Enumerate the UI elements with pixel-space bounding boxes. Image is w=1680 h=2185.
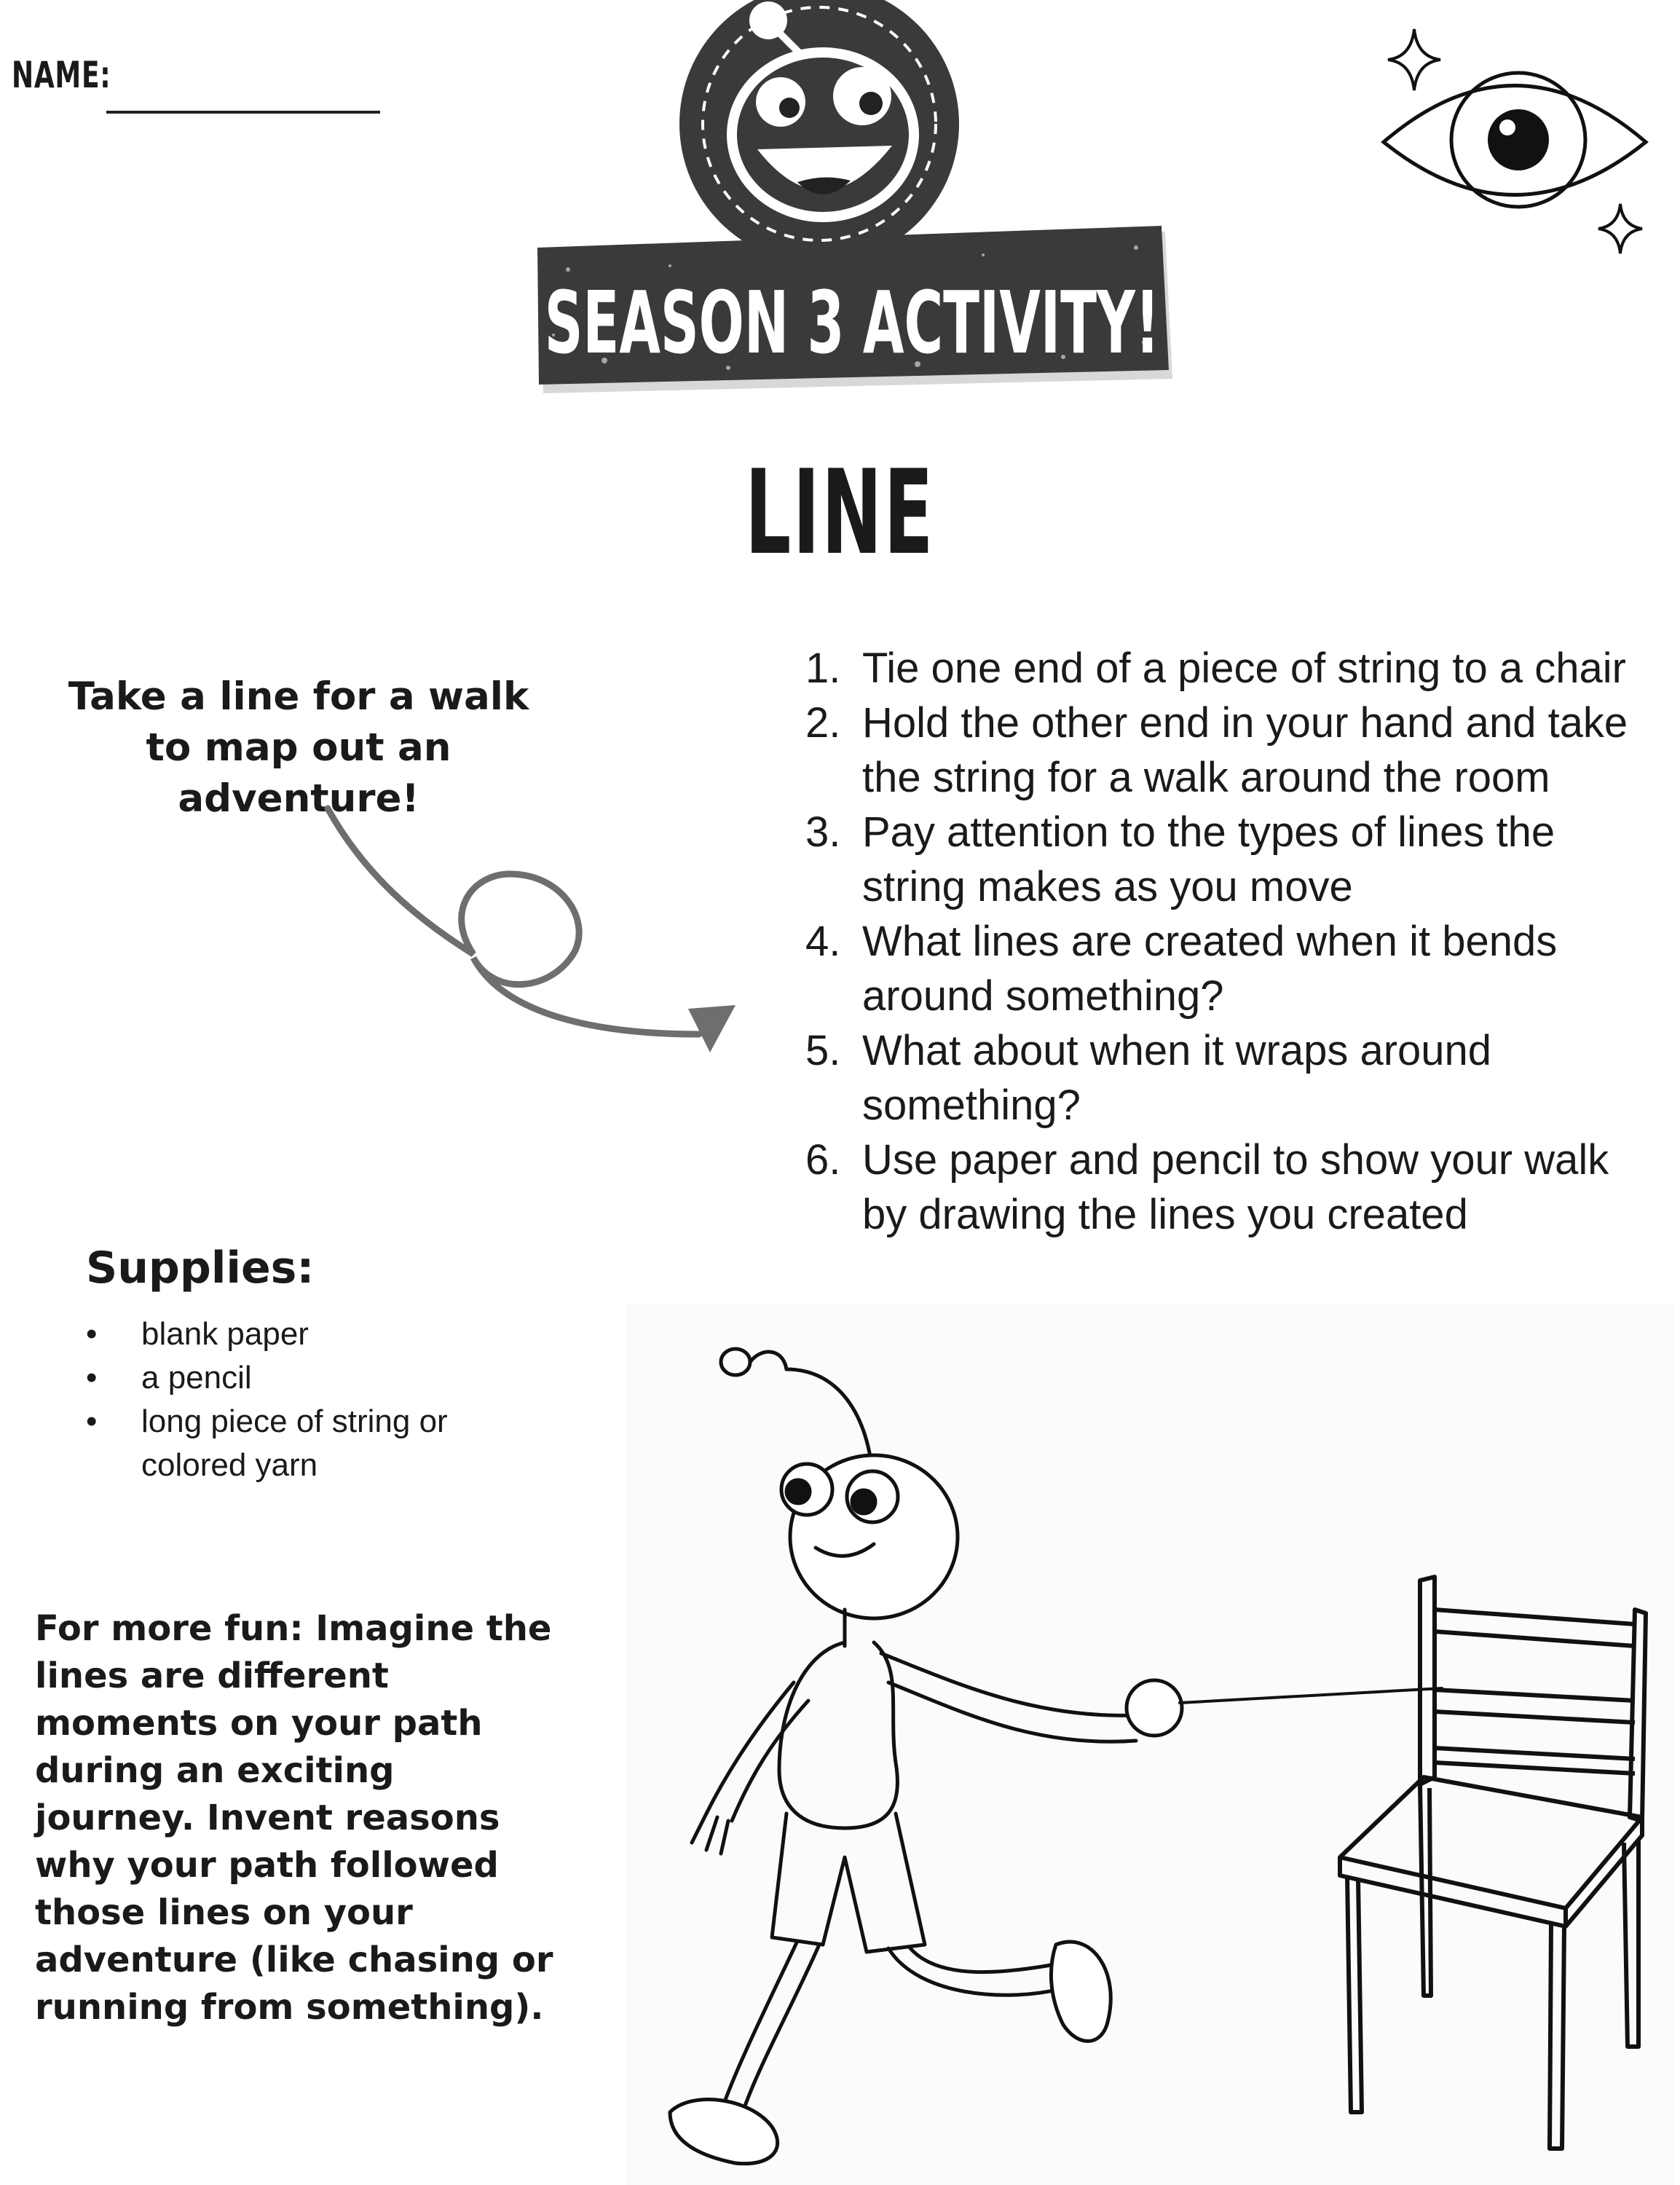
- ziggy-logo: [510, 0, 1202, 408]
- banner-text: SEASON 3 ACTIVITY!: [544, 273, 1160, 374]
- list-item: 5. What about when it wraps around something?: [805, 1027, 1492, 1129]
- more-fun-text: For more fun: Imagine the lines are different moments on your path during an exciting journey. Invent reasons why your path followed those lines on your adventure (like chasing or running from something).: [35, 1608, 553, 2028]
- list-item: 2. Hold the other end in your hand and take the string for a walk around the room: [805, 699, 1628, 801]
- list-item: • blank paper: [86, 1316, 309, 1352]
- name-field-line[interactable]: [106, 111, 380, 114]
- list-item: • a pencil: [86, 1360, 252, 1395]
- squiggle-arrow-icon: [313, 794, 750, 1071]
- instructions-list: [805, 641, 1643, 1242]
- eye-icon: [1369, 22, 1660, 269]
- list-item: 4. What lines are created when it bends around something?: [805, 918, 1558, 1020]
- list-item: • long piece of string or colored yarn: [86, 1403, 448, 1483]
- supplies-heading: Supplies:: [86, 1243, 315, 1294]
- name-label: NAME:: [12, 54, 111, 96]
- logo-badge: [679, 0, 959, 264]
- list-item: 1. Tie one end of a piece of string to a chair: [805, 645, 1626, 692]
- ziggy-character-illustration: [626, 1304, 1675, 2185]
- page-title: LINE: [745, 444, 935, 580]
- sparkle-icon: [1598, 204, 1642, 253]
- list-item: 6. Use paper and pencil to show your walk by drawing the lines you created: [805, 1136, 1609, 1238]
- list-item: 3. Pay attention to the types of lines the string makes as you move: [805, 808, 1555, 910]
- tagline: Take a line for a walk to map out an adventure!: [68, 674, 529, 821]
- sparkle-icon: [1388, 29, 1440, 90]
- supplies-list: [86, 1312, 465, 1487]
